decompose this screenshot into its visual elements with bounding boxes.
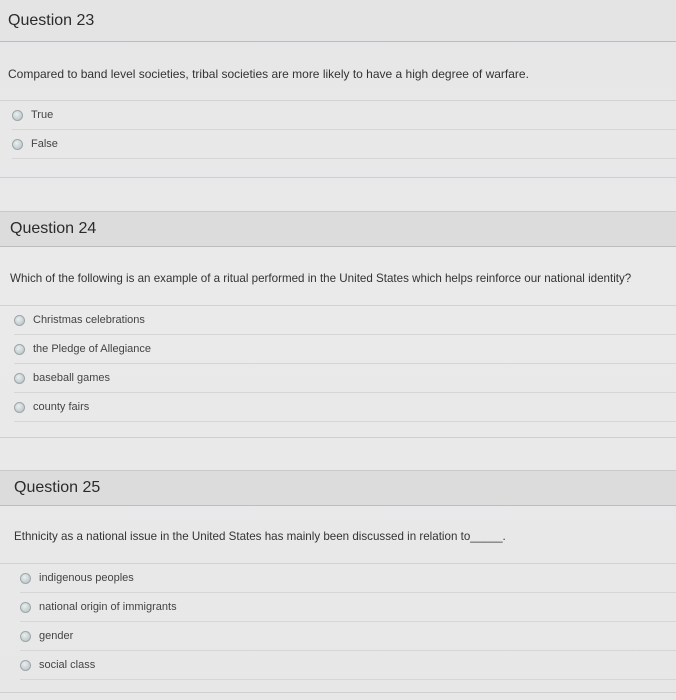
question-24-answers bbox=[0, 305, 676, 422]
question-25-answers bbox=[0, 563, 676, 680]
answer-label: Christmas celebrations bbox=[33, 314, 145, 326]
question-24-text: Which of the following is an example of a ritual performed in the United States which helps reinforce our national identity? bbox=[10, 272, 632, 285]
answer-option[interactable] bbox=[12, 101, 676, 130]
radio-button[interactable] bbox=[12, 139, 23, 150]
radio-button[interactable] bbox=[20, 602, 31, 613]
answer-option[interactable] bbox=[14, 306, 676, 335]
answer-option[interactable] bbox=[20, 564, 676, 593]
question-23-footer bbox=[0, 177, 676, 178]
radio-button[interactable] bbox=[20, 660, 31, 671]
answer-option[interactable] bbox=[20, 622, 676, 651]
question-23-header bbox=[0, 0, 676, 42]
answer-label: gender bbox=[39, 630, 74, 642]
answer-option[interactable] bbox=[14, 335, 676, 364]
answer-option[interactable] bbox=[20, 651, 676, 680]
question-23-answers bbox=[0, 100, 676, 159]
radio-button[interactable] bbox=[12, 110, 23, 121]
question-25-header bbox=[0, 470, 676, 506]
question-24-title: Question 24 bbox=[10, 220, 97, 237]
answer-label: True bbox=[31, 109, 54, 121]
radio-button[interactable] bbox=[20, 573, 31, 584]
question-25-title: Question 25 bbox=[14, 479, 101, 496]
radio-button[interactable] bbox=[14, 373, 25, 384]
question-25-footer bbox=[0, 692, 676, 693]
answer-label: False bbox=[31, 138, 58, 150]
answer-option[interactable] bbox=[20, 593, 676, 622]
radio-button[interactable] bbox=[14, 344, 25, 355]
radio-button[interactable] bbox=[14, 402, 25, 413]
answer-label: national origin of immigrants bbox=[39, 601, 177, 613]
answer-label: county fairs bbox=[33, 401, 90, 413]
radio-button[interactable] bbox=[14, 315, 25, 326]
radio-button[interactable] bbox=[20, 631, 31, 642]
question-24-header bbox=[0, 211, 676, 247]
question-23-title: Question 23 bbox=[8, 11, 95, 29]
answer-option[interactable] bbox=[14, 393, 676, 422]
answer-label: baseball games bbox=[33, 372, 111, 384]
answer-option[interactable] bbox=[12, 130, 676, 159]
question-23-text: Compared to band level societies, tribal societies are more likely to have a high degree of warfare. bbox=[8, 67, 529, 81]
answer-label: the Pledge of Allegiance bbox=[33, 343, 152, 355]
answer-label: social class bbox=[39, 659, 96, 671]
answer-option[interactable] bbox=[14, 364, 676, 393]
question-25-text: Ethnicity as a national issue in the United States has mainly been discussed in relation to_____. bbox=[14, 530, 506, 543]
question-24-footer bbox=[0, 437, 676, 438]
answer-label: indigenous peoples bbox=[39, 572, 134, 584]
